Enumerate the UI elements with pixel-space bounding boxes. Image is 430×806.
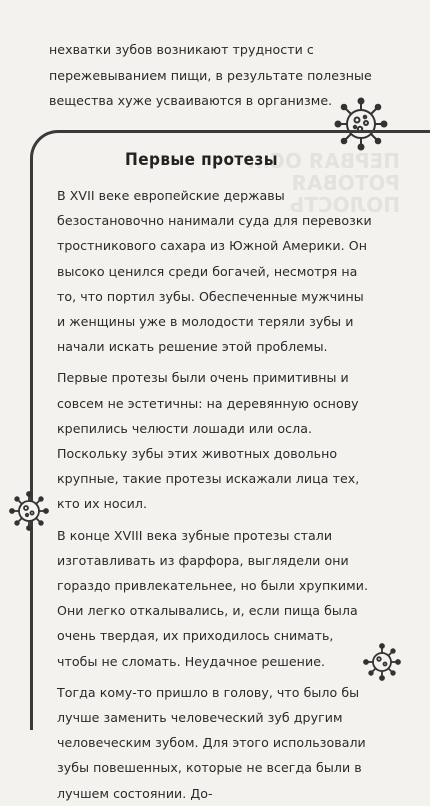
sidebar-content (57, 183, 373, 806)
paragraph-human-teeth: Тогда кому-то пришло в голову, что было бы лучше заменить человеческий зуб другим человеческим зубом. Для этого использовали зубы повешенных, которые не всегда были в лучшем состоянии. До- (57, 684, 366, 801)
intro-text (49, 37, 379, 114)
paragraph-porcelain: В конце XVIII века зубные протезы стали изготавливать из фарфора, выглядели они гораздо привлекательнее, но были хрупкими. Они легко откалывались, и, если пища была очень твердая, их приходилось снимать, чтобы не сломать. Неудачное решение. (57, 527, 368, 669)
paragraph-sugar: В XVII веке европейские державы безостановочно нанимали суда для перевозки тростникового сахара из Южной Америки. Он высоко ценился среди богачей, несмотря на то, что портил зубы. Обеспеченные мужчины и женщины уже в молодости теряли зубы и начали искать решение этой проблемы. (57, 188, 372, 355)
section-title: Первые протезы (125, 150, 278, 170)
paragraph-first-dentures: Первые протезы были очень примитивны и совсем не эстетичны: на деревянную основу крепились челюсти лошади или осла. Поскольку зубы этих животных довольно крупные, такие протезы искажали лица тех, кто их носил. (57, 370, 360, 512)
bleed-title: ПЕРВАЯ ОС... РОТОВАЯ ПОЛОСТЬ (247, 149, 400, 217)
intro-paragraph: нехватки зубов возникают трудности с пережевыванием пищи, в результате полезные вещества хуже усваиваются в организме. (49, 42, 372, 108)
germ-icon (8, 490, 50, 532)
